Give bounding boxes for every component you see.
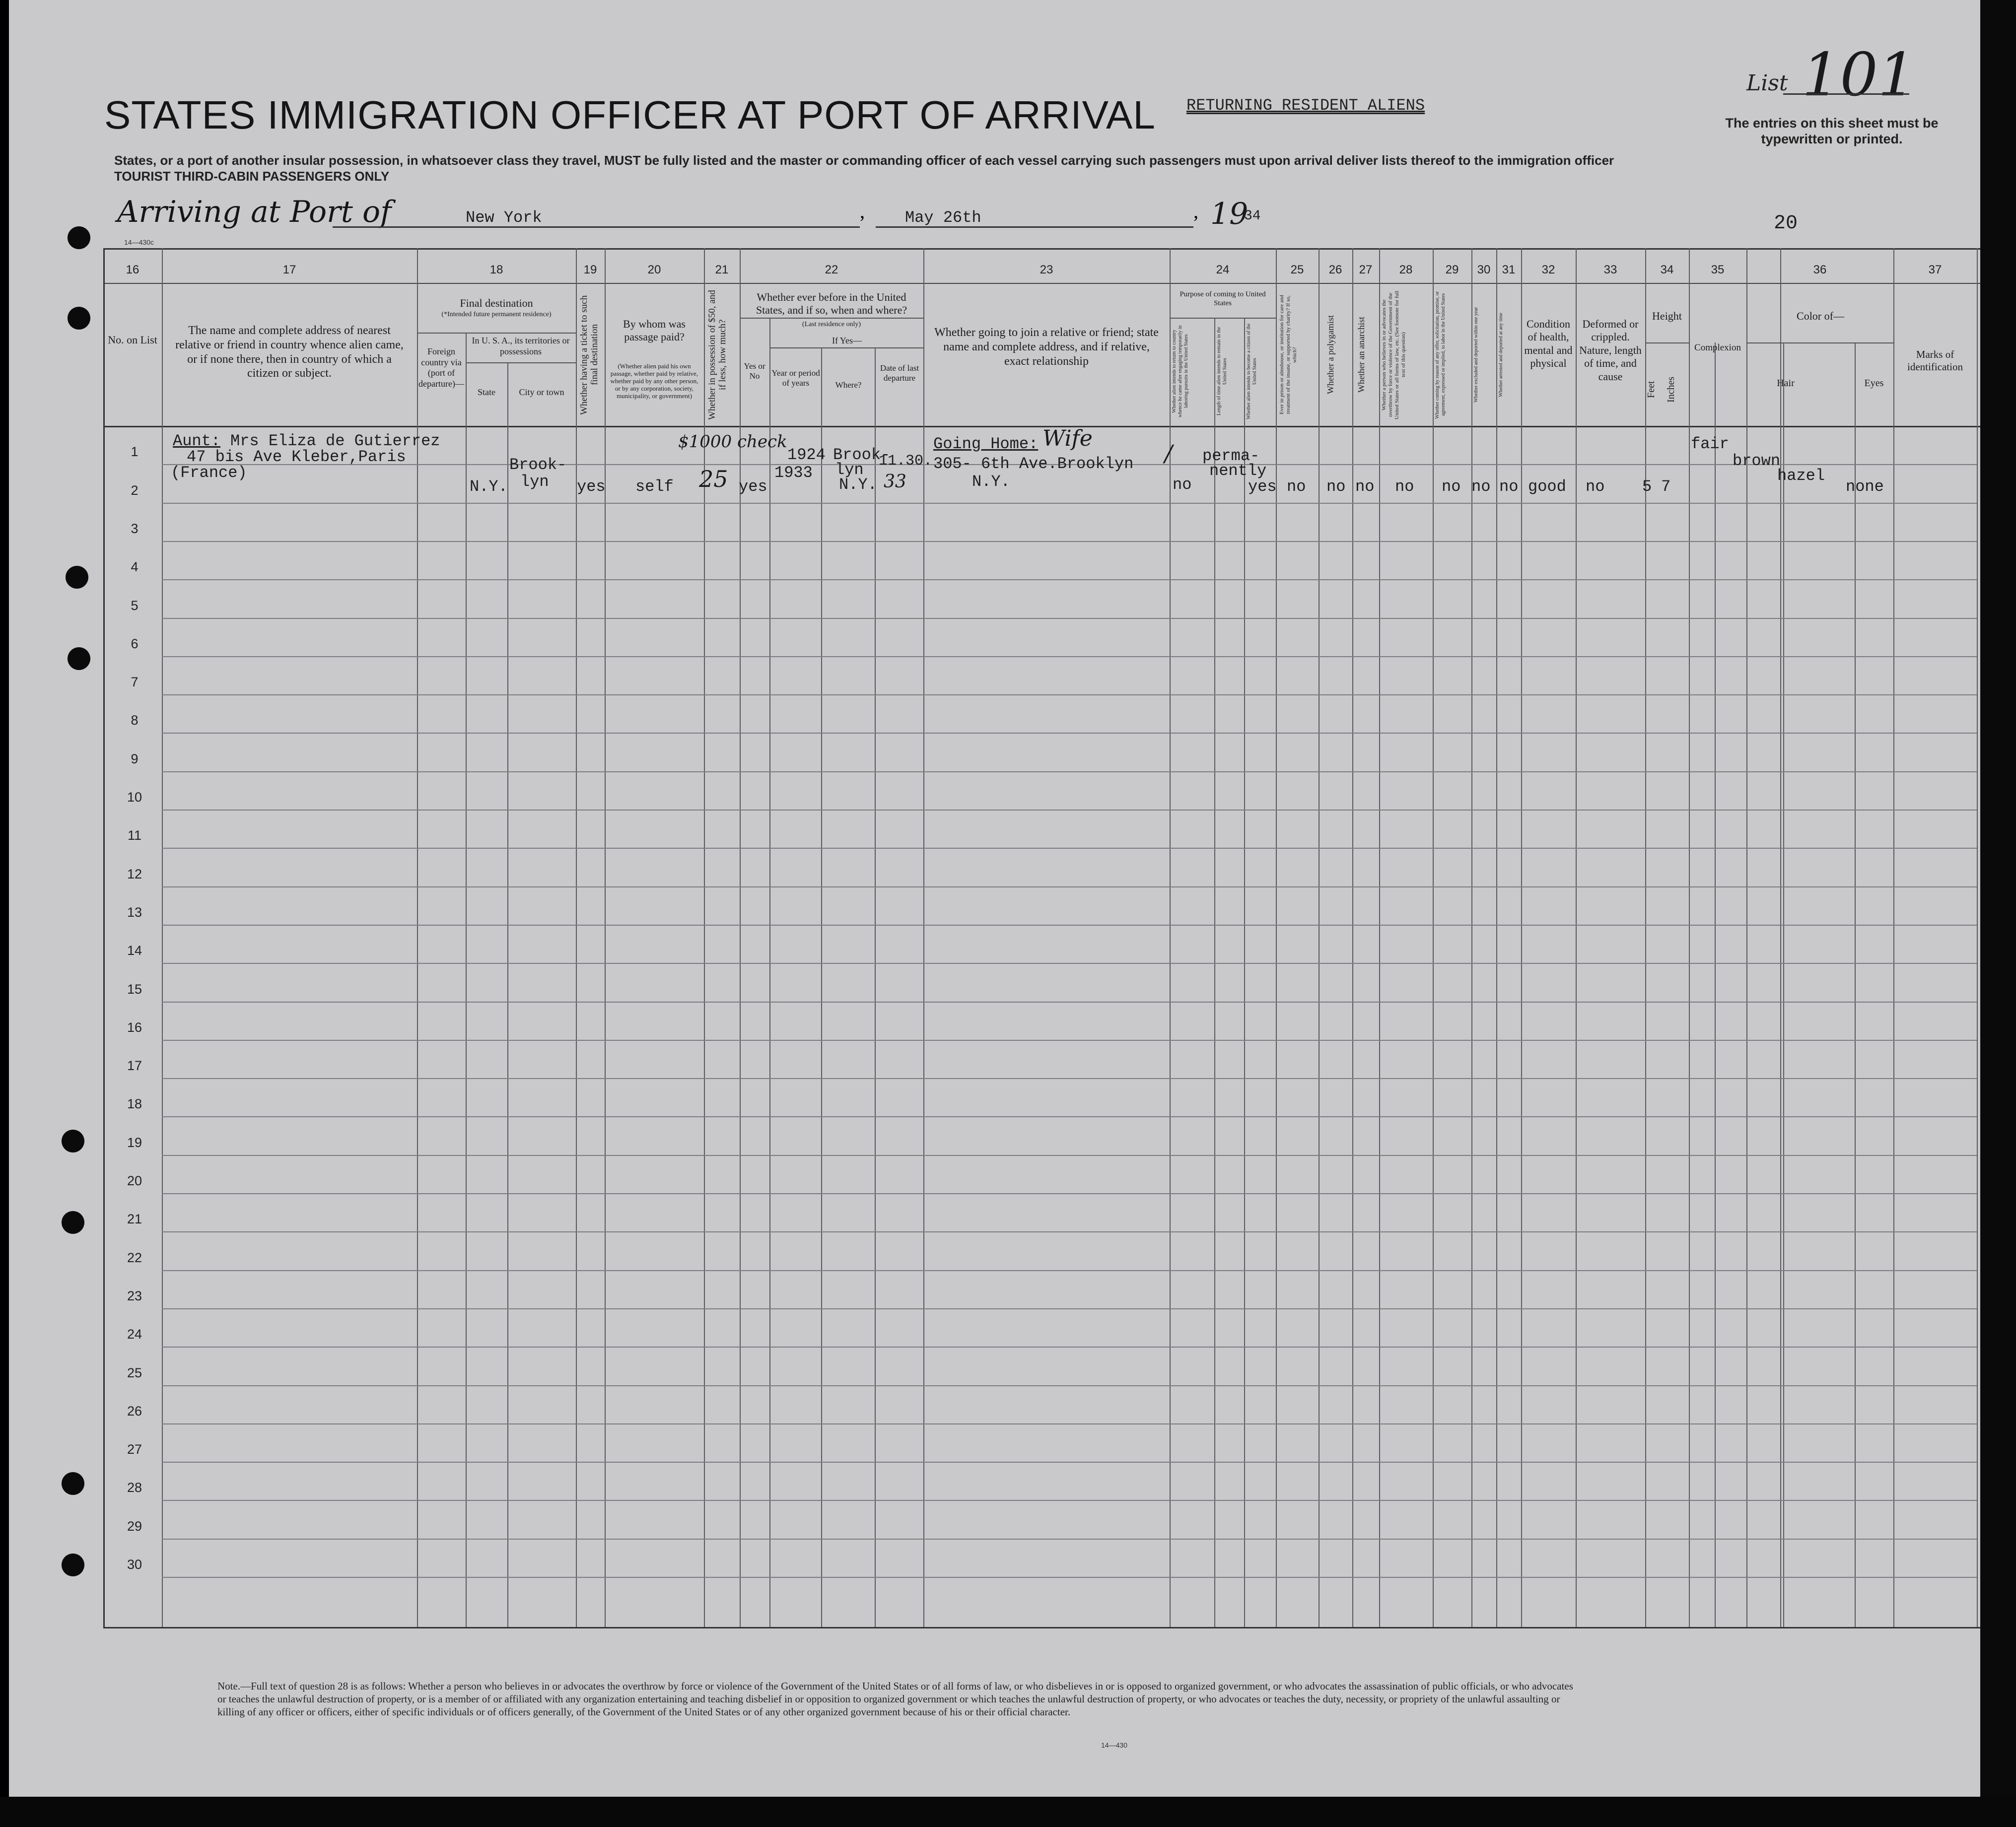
row-number: 3 bbox=[131, 521, 139, 536]
col-number: 21 bbox=[715, 263, 729, 276]
joining-relation: Wife bbox=[1043, 426, 1093, 451]
row-number: 20 bbox=[127, 1173, 142, 1188]
row-line bbox=[162, 503, 1977, 504]
binding-hole bbox=[68, 307, 90, 330]
list-number: 101 bbox=[1802, 41, 1916, 110]
subhead-line bbox=[1746, 342, 1780, 343]
col-divider bbox=[103, 248, 105, 1627]
row-number: 7 bbox=[131, 675, 139, 689]
header-date-last-departure: Date of last departure bbox=[880, 363, 919, 383]
header-foreign-country: Foreign country via (port of departure)— bbox=[418, 346, 464, 389]
row-number: 5 bbox=[131, 598, 139, 613]
binding-hole bbox=[62, 1472, 84, 1495]
col-divider bbox=[576, 248, 577, 1627]
comma-2: , bbox=[1193, 200, 1198, 222]
page-title: STATES IMMIGRATION OFFICER AT PORT OF ARRIVAL bbox=[104, 93, 1156, 137]
col-divider bbox=[1780, 248, 1781, 1627]
header-in-usa: In U. S. A., its territories or possessions bbox=[472, 336, 570, 356]
col-divider bbox=[507, 362, 508, 1627]
prison-value: no bbox=[1287, 477, 1306, 496]
header-state: State bbox=[478, 387, 495, 397]
date-value: May 26th bbox=[905, 208, 981, 227]
row-number: 13 bbox=[127, 905, 142, 920]
row-line bbox=[162, 1577, 1977, 1578]
manifest-sheet bbox=[9, 0, 1995, 1827]
col-number: 17 bbox=[282, 263, 296, 276]
col-divider bbox=[417, 248, 418, 1627]
row-number: 2 bbox=[131, 483, 139, 498]
row-number: 8 bbox=[131, 713, 139, 728]
col-number: 18 bbox=[489, 263, 503, 276]
row-line bbox=[162, 1040, 1977, 1041]
row-line bbox=[162, 541, 1977, 542]
col-number: 24 bbox=[1216, 263, 1230, 276]
ticket-value: yes bbox=[577, 477, 606, 496]
port-value: New York bbox=[466, 208, 542, 227]
subhead-line bbox=[417, 333, 576, 334]
header-anarchist: Whether an anarchist bbox=[1356, 317, 1366, 393]
header-color-of: Color of— bbox=[1797, 310, 1844, 322]
scan-edge-right bbox=[1980, 0, 2016, 1827]
form-number: 14—430c bbox=[124, 238, 154, 246]
subhead-line bbox=[466, 362, 576, 363]
header-purpose-citizen: Whether alien intends to become a citizen of the United States bbox=[1246, 323, 1257, 419]
complexion-value: fair bbox=[1691, 435, 1729, 453]
row-line bbox=[162, 1347, 1977, 1348]
hair-value: brown bbox=[1733, 452, 1781, 470]
header-no-on-list: No. on List bbox=[108, 334, 157, 346]
header-feet: Feet bbox=[1646, 381, 1657, 399]
port-line bbox=[333, 226, 860, 228]
relative-address-1: 47 bis Ave Kleber,Paris bbox=[187, 448, 406, 466]
list-number-underline bbox=[1783, 93, 1909, 95]
departure-1: 11.30. bbox=[879, 453, 933, 470]
footnote-question-28: Note.—Full text of question 28 is as follows: Whether a person who believes in or advocates the overthrow by force or violence of the Government of the United States or of all forms of law, or who disbelieves in or is opposed to organized government, or who advocates the assassination of public officials, or who advocates or teaches the unlawful destruction of property, or is a member of or affiliated with any organization entertaining and teaching disbelief in or opposition to organized government or which teaches the unlawful destruction of property, or who advocates or teaches the duty, necessity, or propriety of the unlawful assaulting or killing of any officer or officers, either of specific individuals or of officers generally, of the Government of the United States or of any other organized government because of his or their official character. bbox=[217, 1680, 1573, 1718]
header-excluded: Whether excluded and deported within one year bbox=[1473, 307, 1479, 403]
row-line bbox=[162, 848, 1977, 849]
row-number: 9 bbox=[131, 751, 139, 766]
header-if-yes: If Yes— bbox=[832, 336, 862, 345]
subtitle-line-1: States, or a port of another insular possession, in whatsoever class they travel, MUST be fully listed and the master or commanding officer of each vessel carrying such passengers must upon arrival deliver lists thereof to the immigration officer bbox=[114, 153, 1614, 168]
row-line bbox=[162, 1385, 1977, 1386]
years-2: 1933 bbox=[774, 464, 813, 482]
binding-hole bbox=[62, 1554, 84, 1576]
row-line bbox=[162, 618, 1977, 619]
years-1: 1924 bbox=[787, 446, 826, 464]
col-divider bbox=[875, 347, 876, 1627]
row-number: 16 bbox=[127, 1020, 142, 1035]
header-labor-offer: Whether coming by reason of any offer, solicitation, promise, or agreement, expressed or implied, to labor in the United States bbox=[1435, 291, 1446, 419]
row-line bbox=[162, 694, 1977, 695]
health-value: good bbox=[1528, 477, 1566, 496]
col-number: 23 bbox=[1040, 263, 1053, 276]
relative-address-2: (France) bbox=[171, 464, 247, 482]
header-deported: Whether arrested and deported at any time bbox=[1498, 313, 1504, 397]
subtitle-line-2: TOURIST THIRD-CABIN PASSENGERS ONLY bbox=[114, 169, 390, 184]
subhead-line bbox=[769, 347, 923, 348]
row-line bbox=[162, 579, 1977, 580]
header-hair: Hair bbox=[1777, 378, 1795, 389]
deported-value: no bbox=[1499, 477, 1519, 496]
header-nearest-relative: The name and complete address of nearest relative or friend in country whence alien came, or if none there, then in country of which a citizen or subject. bbox=[175, 324, 404, 380]
anarchist-value: no bbox=[1355, 477, 1375, 496]
destination-state: N.Y. bbox=[470, 477, 508, 496]
column-number-divider bbox=[103, 283, 1995, 284]
row-number: 11 bbox=[127, 828, 142, 843]
row-number: 25 bbox=[127, 1365, 142, 1380]
row-number: 21 bbox=[127, 1212, 142, 1226]
col-number: 25 bbox=[1290, 263, 1304, 276]
col-divider bbox=[1379, 248, 1380, 1627]
row-line bbox=[162, 1193, 1977, 1194]
row-number: 22 bbox=[127, 1250, 142, 1265]
col-divider bbox=[1214, 318, 1215, 1627]
header-height: Height bbox=[1652, 310, 1682, 322]
header-purpose: Purpose of coming to United States bbox=[1180, 290, 1266, 307]
header-purpose-length: Length of time alien intends to remain in the United States bbox=[1216, 327, 1228, 416]
citizen-value: yes bbox=[1248, 477, 1277, 496]
where-2: lyn bbox=[835, 461, 864, 479]
row-line bbox=[162, 771, 1977, 772]
binding-hole bbox=[62, 1130, 84, 1152]
where-1: Brook- bbox=[833, 446, 891, 464]
col-number: 31 bbox=[1502, 263, 1516, 276]
row-number: 10 bbox=[127, 790, 142, 805]
subhead-line bbox=[740, 318, 923, 319]
row-line bbox=[162, 886, 1977, 887]
col-divider bbox=[1576, 248, 1577, 1627]
col-number: 32 bbox=[1541, 263, 1555, 276]
header-city: City or town bbox=[519, 387, 564, 397]
col-number: 16 bbox=[126, 263, 139, 276]
list-label: List bbox=[1746, 70, 1788, 96]
row-number: 17 bbox=[127, 1058, 142, 1073]
arriving-at-port-label: Arriving at Port of bbox=[117, 195, 392, 229]
col-divider bbox=[1977, 248, 1978, 1627]
col-divider bbox=[605, 248, 606, 1627]
row-number: 6 bbox=[131, 636, 139, 651]
before-us-value: yes bbox=[739, 477, 767, 496]
row-line bbox=[162, 1116, 1977, 1117]
col-number: 27 bbox=[1359, 263, 1373, 276]
col-divider bbox=[1496, 248, 1497, 1627]
header-fifty-dollars: Whether in possession of $50, and if less, how much? bbox=[707, 290, 728, 420]
col-divider bbox=[1352, 248, 1353, 1627]
joining-label: Going Home: bbox=[933, 435, 1039, 453]
marks-value: none bbox=[1846, 477, 1884, 496]
destination-city-2: lyn bbox=[520, 473, 549, 491]
col-divider bbox=[1319, 248, 1320, 1627]
relative-label: Aunt: bbox=[173, 432, 221, 450]
q28-value: no bbox=[1395, 477, 1414, 496]
check-mark: / bbox=[1165, 440, 1173, 467]
header-deformed: Deformed or crippled. Nature, length of time, and cause bbox=[1579, 318, 1642, 383]
row-number: 4 bbox=[131, 559, 139, 574]
header-marks: Marks of identification bbox=[1907, 348, 1963, 373]
header-final-destination: Final destination bbox=[460, 297, 533, 309]
subhead-line bbox=[1780, 342, 1893, 343]
footer-form-number: 14—430 bbox=[1101, 1741, 1127, 1749]
row-line bbox=[162, 1270, 1977, 1271]
col-number: 29 bbox=[1445, 263, 1459, 276]
header-year-period: Year or period of years bbox=[771, 368, 820, 388]
row-number: 28 bbox=[127, 1480, 142, 1495]
paid-by-value: self bbox=[635, 477, 674, 496]
header-where: Where? bbox=[835, 380, 862, 390]
row-number: 18 bbox=[127, 1096, 142, 1111]
row-line bbox=[162, 1078, 1977, 1079]
col-divider bbox=[1689, 248, 1690, 1627]
col-divider bbox=[740, 248, 741, 1627]
col-number: 36 bbox=[1813, 263, 1827, 276]
row-number: 24 bbox=[127, 1327, 142, 1342]
col-number: 35 bbox=[1711, 263, 1725, 276]
row-number: 15 bbox=[127, 982, 142, 997]
table-top-border bbox=[103, 248, 1995, 250]
col-number: 26 bbox=[1328, 263, 1342, 276]
col-number: 34 bbox=[1660, 263, 1674, 276]
header-prison: Ever in prison or almshouse, or institution for care and treatment of the insane, or supported by charity? If so, which? bbox=[1279, 295, 1298, 415]
binding-hole bbox=[66, 566, 88, 589]
col-divider bbox=[769, 318, 770, 1627]
header-inches: Inches bbox=[1666, 376, 1676, 403]
col-number: 28 bbox=[1399, 263, 1413, 276]
col-divider bbox=[1471, 248, 1472, 1627]
row-line bbox=[162, 1308, 1977, 1309]
joining-address: 305- 6th Ave.Brooklyn bbox=[933, 455, 1134, 473]
money-amount: 25 bbox=[699, 466, 728, 492]
header-question-28: Whether a person who believes in or advocates the overthrow by force or violence of the Government of the United States or all forms of law, etc. (See footnote for full text of this question) bbox=[1381, 290, 1406, 419]
row-number: 26 bbox=[127, 1404, 142, 1419]
sheet-number: 20 bbox=[1774, 212, 1798, 235]
col-divider bbox=[1783, 342, 1784, 1627]
header-health: Condition of health, mental and physical bbox=[1524, 318, 1573, 370]
polygamist-value: no bbox=[1326, 477, 1346, 496]
subhead-line bbox=[1170, 318, 1276, 319]
col-divider bbox=[466, 333, 467, 1627]
row-line bbox=[162, 810, 1977, 811]
header-eyes: Eyes bbox=[1864, 378, 1884, 389]
header-final-destination-sub: (*Intended future permanent residence) bbox=[441, 311, 552, 318]
length-1: perma- bbox=[1202, 447, 1260, 465]
where-3: N.Y. bbox=[839, 475, 877, 494]
header-going-to-join: Whether going to join a relative or friend; state name and complete address, and if relative, exact relationship bbox=[934, 326, 1159, 368]
header-polygamist: Whether a polygamist bbox=[1325, 315, 1335, 395]
row-line bbox=[162, 963, 1977, 964]
height-feet-value: 5 bbox=[1642, 477, 1652, 496]
col-divider bbox=[1855, 342, 1856, 1627]
length-2: nently bbox=[1209, 462, 1267, 480]
binding-hole bbox=[68, 226, 90, 249]
labor-offer-value: no bbox=[1442, 477, 1461, 496]
row-line bbox=[162, 733, 1977, 734]
returning-resident-stamp: RETURNING RESIDENT ALIENS bbox=[1186, 96, 1425, 115]
col-number: 30 bbox=[1477, 263, 1491, 276]
col-number: 33 bbox=[1603, 263, 1617, 276]
row-line bbox=[162, 925, 1977, 926]
col-divider bbox=[1276, 248, 1277, 1627]
header-passage-paid-sub: (Whether alien paid his own passage, whether paid by relative, whether paid by any other person, or by any corporation, society, municipality, or government) bbox=[610, 362, 698, 400]
col-divider bbox=[1244, 318, 1245, 1627]
row-number: 30 bbox=[127, 1557, 142, 1572]
row-line bbox=[162, 1462, 1977, 1463]
row-line bbox=[162, 1231, 1977, 1232]
row-line bbox=[162, 656, 1977, 657]
departure-2: 33 bbox=[884, 472, 906, 492]
money-note: $1000 check bbox=[678, 432, 787, 452]
col-number: 20 bbox=[647, 263, 661, 276]
header-last-residence: (Last residence only) bbox=[802, 321, 861, 328]
destination-city-1: Brook- bbox=[509, 456, 567, 474]
height-inches-value: 7 bbox=[1661, 477, 1671, 496]
col-divider bbox=[821, 347, 822, 1627]
header-complexion: Complexion bbox=[1694, 342, 1741, 353]
col-divider bbox=[704, 248, 705, 1627]
row-number: 12 bbox=[127, 867, 142, 881]
comma-1: , bbox=[860, 200, 865, 222]
eyes-value: hazel bbox=[1777, 467, 1825, 485]
row-number: 27 bbox=[127, 1442, 142, 1457]
col-number: 37 bbox=[1928, 263, 1942, 276]
row-line bbox=[162, 1539, 1977, 1540]
row-line bbox=[162, 1500, 1977, 1501]
col-number: 19 bbox=[583, 263, 597, 276]
row-line bbox=[162, 1423, 1977, 1424]
col-divider bbox=[1715, 342, 1716, 1627]
row-line bbox=[162, 1155, 1977, 1156]
col-divider bbox=[1433, 248, 1434, 1627]
scan-edge-bottom bbox=[0, 1797, 2016, 1827]
row-number: 1 bbox=[131, 444, 139, 459]
entries-instruction: The entries on this sheet must be typewritten or printed. bbox=[1725, 116, 1939, 146]
purpose-return-value: no bbox=[1173, 475, 1192, 494]
col-number: 22 bbox=[825, 263, 838, 276]
subhead-line bbox=[1645, 342, 1689, 343]
header-ticket: Whether having a ticket to such final destination bbox=[579, 295, 600, 415]
row-number: 19 bbox=[127, 1135, 142, 1150]
joining-city: N.Y. bbox=[972, 473, 1010, 491]
row-line bbox=[162, 1002, 1977, 1003]
relative-name: Mrs Eliza de Gutierrez bbox=[230, 432, 440, 450]
deformed-value: no bbox=[1586, 477, 1605, 496]
table-bottom-border bbox=[103, 1627, 1995, 1628]
header-purpose-return: Whether alien intends to return to country whence he came after engaging temporarily in laboring pursuits in the United States bbox=[1172, 325, 1189, 417]
header-yes-or-no: Yes or No bbox=[744, 361, 765, 381]
row-number: 23 bbox=[127, 1288, 142, 1303]
header-passage-paid: By whom was passage paid? bbox=[623, 318, 686, 343]
col-divider bbox=[1521, 248, 1522, 1627]
year-prefix: 19 bbox=[1210, 197, 1249, 231]
excluded-value: no bbox=[1471, 477, 1491, 496]
col-divider bbox=[1893, 248, 1894, 1627]
col-divider bbox=[162, 248, 163, 1627]
binding-hole bbox=[62, 1211, 84, 1234]
row-number: 14 bbox=[127, 943, 142, 958]
col-divider bbox=[1645, 248, 1646, 1627]
header-ever-before-us: Whether ever before in the United States, and if so, when and where? bbox=[756, 291, 907, 317]
row-number: 29 bbox=[127, 1519, 142, 1534]
binding-hole bbox=[68, 647, 90, 670]
year-suffix: 34 bbox=[1244, 208, 1261, 224]
